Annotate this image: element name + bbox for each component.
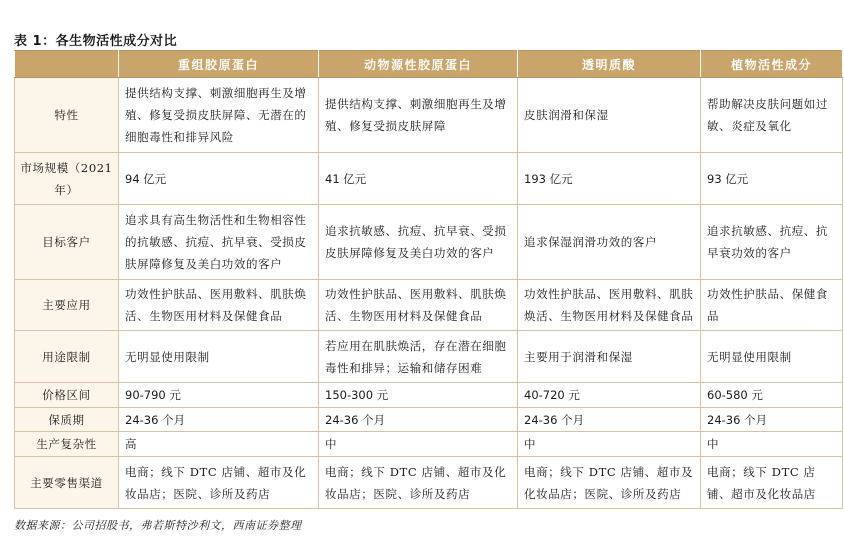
table-cell: 追求保湿润滑功效的客户 xyxy=(518,205,701,280)
header-corner xyxy=(15,51,119,78)
table-cell: 193 亿元 xyxy=(518,153,701,205)
table-row xyxy=(15,408,843,432)
table-cell: 无明显使用限制 xyxy=(119,331,319,383)
table-row xyxy=(15,153,843,205)
table-cell: 主要用于润滑和保湿 xyxy=(518,331,701,383)
table-cell: 94 亿元 xyxy=(119,153,319,205)
table-cell: 24-36 个月 xyxy=(319,408,518,432)
table-cell: 功效性护肤品、医用敷料、肌肤焕活、生物医用材料及保健食品 xyxy=(319,280,518,331)
table-row xyxy=(15,205,843,280)
table-cell: 电商；线下 DTC 店铺、超市及化妆品店；医院、诊所及药店 xyxy=(518,457,701,509)
row-label: 价格区间 xyxy=(15,383,119,408)
table-cell: 24-36 个月 xyxy=(701,408,843,432)
table-cell: 无明显使用限制 xyxy=(701,331,843,383)
table-cell: 若应用在肌肤焕活，存在潜在细胞毒性和排异；运输和储存困难 xyxy=(319,331,518,383)
table-cell: 追求抗敏感、抗痘、抗早衰、受损皮肤屏障修复及美白功效的客户 xyxy=(319,205,518,280)
table-cell: 皮肤润滑和保湿 xyxy=(518,78,701,153)
table-cell: 40-720 元 xyxy=(518,383,701,408)
table-cell: 41 亿元 xyxy=(319,153,518,205)
table-row xyxy=(15,457,843,509)
header-animal-collagen: 动物源性胶原蛋白 xyxy=(319,51,518,78)
table-cell: 中 xyxy=(319,432,518,457)
row-label: 主要零售渠道 xyxy=(15,457,119,509)
row-label: 保质期 xyxy=(15,408,119,432)
table-cell: 高 xyxy=(119,432,319,457)
table-title: 表 1：各生物活性成分对比 xyxy=(14,34,178,49)
row-label: 目标客户 xyxy=(15,205,119,280)
header-recombinant-collagen: 重组胶原蛋白 xyxy=(119,51,319,78)
table-cell: 电商；线下 DTC 店铺、超市及化妆品店 xyxy=(701,457,843,509)
row-label: 特性 xyxy=(15,78,119,153)
table-cell: 帮助解决皮肤问题如过敏、炎症及氧化 xyxy=(701,78,843,153)
comparison-table xyxy=(14,50,843,509)
header-plant-active: 植物活性成分 xyxy=(701,51,843,78)
table-cell: 功效性护肤品、保健食品 xyxy=(701,280,843,331)
header-hyaluronic-acid: 透明质酸 xyxy=(518,51,701,78)
row-label: 市场规模（2021 年） xyxy=(15,153,119,205)
table-row xyxy=(15,432,843,457)
table-cell: 93 亿元 xyxy=(701,153,843,205)
table-cell: 功效性护肤品、医用敷料、肌肤焕活、生物医用材料及保健食品 xyxy=(518,280,701,331)
table-cell: 中 xyxy=(518,432,701,457)
table-cell: 24-36 个月 xyxy=(518,408,701,432)
table-cell: 90-790 元 xyxy=(119,383,319,408)
header-row xyxy=(15,51,843,78)
table-cell: 提供结构支撑、刺激细胞再生及增殖、修复受损皮肤屏障、无潜在的细胞毒性和排异风险 xyxy=(119,78,319,153)
table-cell: 提供结构支撑、刺激细胞再生及增殖、修复受损皮肤屏障 xyxy=(319,78,518,153)
table-cell: 24-36 个月 xyxy=(119,408,319,432)
row-label: 主要应用 xyxy=(15,280,119,331)
table-cell: 中 xyxy=(701,432,843,457)
table-row xyxy=(15,78,843,153)
table-cell: 追求抗敏感、抗痘、抗早衰功效的客户 xyxy=(701,205,843,280)
table-row xyxy=(15,331,843,383)
table-row xyxy=(15,383,843,408)
table-cell: 追求具有高生物活性和生物相容性的抗敏感、抗痘、抗早衰、受损皮肤屏障修复及美白功效的客户 xyxy=(119,205,319,280)
row-label: 生产复杂性 xyxy=(15,432,119,457)
table-cell: 150-300 元 xyxy=(319,383,518,408)
table-cell: 60-580 元 xyxy=(701,383,843,408)
table-row xyxy=(15,280,843,331)
table-cell: 功效性护肤品、医用敷料、肌肤焕活、生物医用材料及保健食品 xyxy=(119,280,319,331)
row-label: 用途限制 xyxy=(15,331,119,383)
table-cell: 电商；线下 DTC 店铺、超市及化妆品店；医院、诊所及药店 xyxy=(119,457,319,509)
data-source-note: 数据来源：公司招股书，弗若斯特沙利文，西南证券整理 xyxy=(14,519,302,532)
table-cell: 电商；线下 DTC 店铺、超市及化妆品店；医院、诊所及药店 xyxy=(319,457,518,509)
